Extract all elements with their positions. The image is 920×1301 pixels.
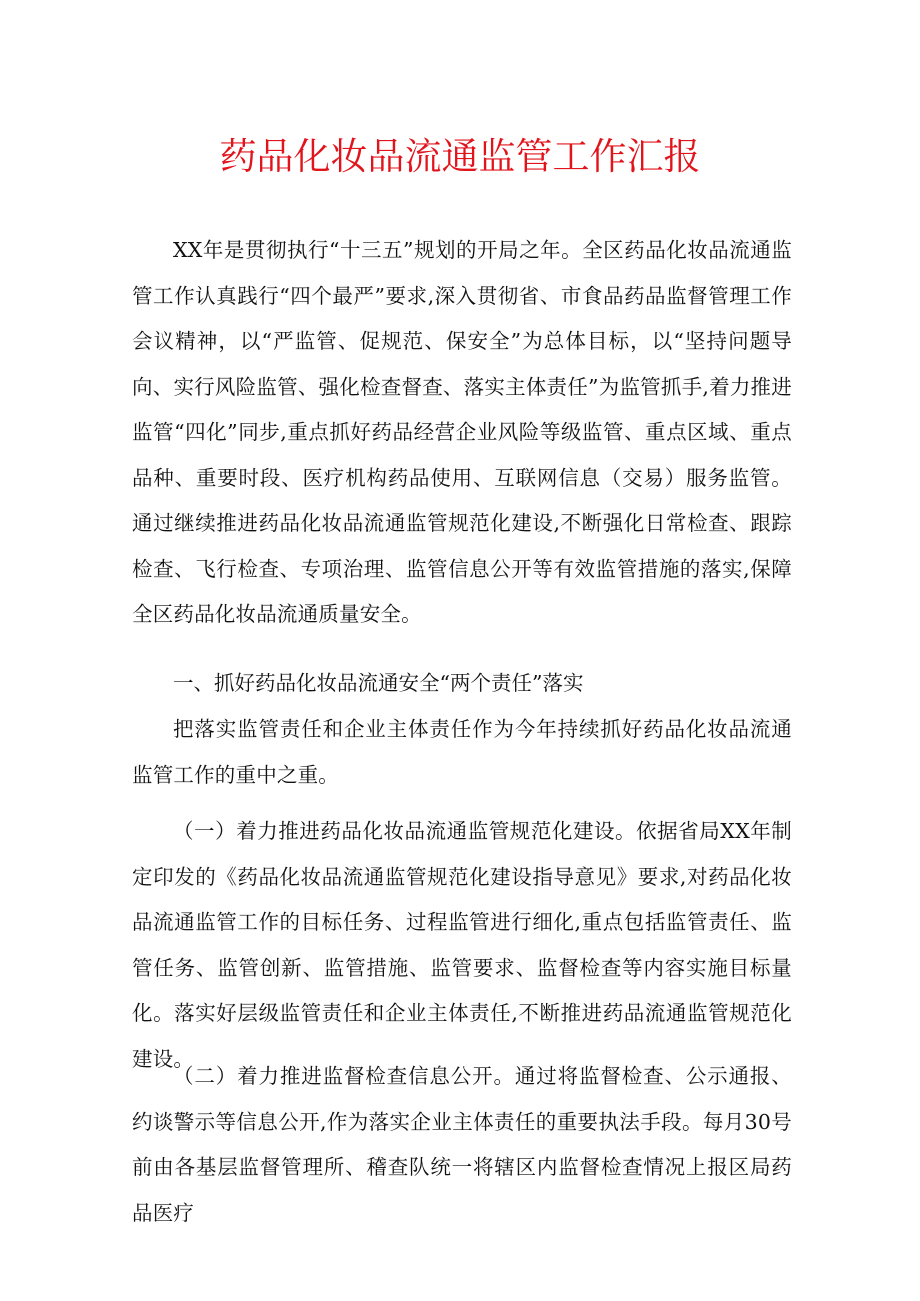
section-heading-1: 一、抓好药品化妆品流通安全“两个责任”落实 (173, 671, 584, 695)
paragraph-section-1-intro: 把落实监管责任和企业主体责任作为今年持续抓好药品化妆品流通监管工作的重中之重。 (132, 717, 792, 787)
paragraph-subsection-1: （一）着力推进药品化妆品流通监管规范化建设。依据省局XX年制定印发的《药品化妆品流通监管规范化建设指导意见》要求,对药品化妆品流通监管工作的目标任务、过程监管进行细化,重点包括监管责任、监管任务、监管创新、监管措施、监管要求、监督检查等内容实施目标量化。落实好层级监管责任和企业主体责任,不断推进药品流通监管规范化建设。 (132, 819, 792, 1071)
paragraph-subsection-2: （二）着力推进监督检查信息公开。通过将监督检查、公示通报、约谈警示等信息公开,作为落实企业主体责任的重要执法手段。每月30号前由各基层监督管理所、稽查队统一将辖区内监督检查情况上报区局药品医疗 (132, 1064, 792, 1225)
paragraph-intro: XX年是贯彻执行“十三五”规划的开局之年。全区药品化妆品流通监管工作认真践行“四个最严”要求,深入贯彻省、市食品药品监督管理工作会议精神，以“严监管、促规范、保安全”为总体目标，以“坚持问题导向、实行风险监管、强化检查督查、落实主体责任”为监管抓手,着力推进监管“四化”同步,重点抓好药品经营企业风险等级监管、重点区域、重点品种、重要时段、医疗机构药品使用、互联网信息（交易）服务监管。通过继续推进药品化妆品流通监管规范化建设,不断强化日常检查、跟踪检查、飞行检查、专项治理、监管信息公开等有效监管措施的落实,保障全区药品化妆品流通质量安全。 (132, 238, 792, 626)
document-title: 药品化妆品流通监管工作汇报 (219, 135, 701, 178)
